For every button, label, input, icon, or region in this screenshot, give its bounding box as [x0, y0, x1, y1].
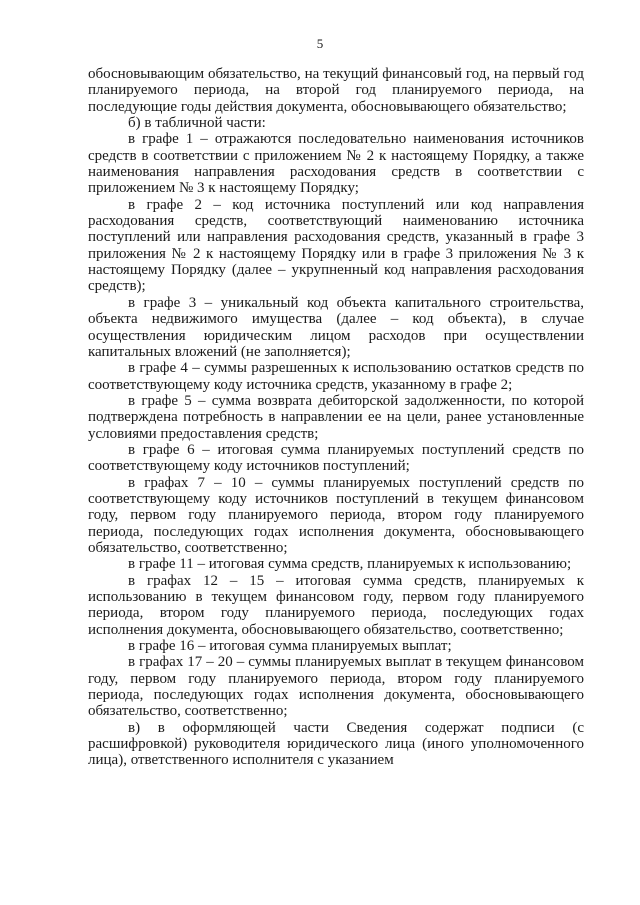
paragraph-column-16: в графе 16 – итоговая сумма планируемых выплат; — [128, 638, 452, 655]
paragraph-signing-part: в) в оформляющей части Сведения содержат подписи (с расшифровкой) руководителя юридического лица (иного уполномоченного лица), ответственного исполнителя с указанием — [88, 719, 584, 769]
paragraph-column-3: в графе 3 – уникальный код объекта капитального строительства, объекта недвижимого имущества (далее – код объекта), в случае осуществления юридическим лицом расходов при осуществлении капитальных вложений (не заполняется); — [88, 294, 584, 360]
paragraph-columns-12-15: в графах 12 – 15 – итоговая сумма средств, планируемых к использованию в текущем финансовом году, первом году планируемого периода, втором году планируемого периода, последующих годах исполнения документа, обосновывающего обязательство, соответственно; — [88, 572, 584, 638]
paragraph-columns-17-20: в графах 17 – 20 – суммы планируемых выплат в текущем финансовом году, первом году планируемого периода, втором году планируемого периода, последующих годах исполнения документа, обосновывающего обязательство, соответственно; — [88, 654, 584, 720]
paragraph-column-6: в графе 6 – итоговая сумма планируемых поступлений средств по соответствующему коду источников поступлений; — [88, 441, 584, 475]
page-number: 5 — [316, 36, 324, 51]
paragraph-columns-7-10: в графах 7 – 10 – суммы планируемых поступлений средств по соответствующему коду источников поступлений в текущем финансовом году, первом году планируемого периода, втором году планируемого периода, последующих годах исполнения документа, обосновывающего обязательство, соответственно; — [88, 474, 584, 556]
paragraph-column-5: в графе 5 – сумма возврата дебиторской задолженности, по которой подтверждена потребность в направлении ее на цели, ранее установленные условиями предоставления средств; — [88, 392, 584, 442]
paragraph-column-1: в графе 1 – отражаются последовательно наименования источников средств в соответствии с приложением № 2 к настоящему Порядку, а также наименования направления расходования средств в соответствии с приложением № 3 к настоящему Порядку; — [88, 131, 584, 197]
document-body — [88, 66, 584, 769]
paragraph-column-4: в графе 4 – суммы разрешенных к использованию остатков средств по соответствующему коду источника средств, указанному в графе 2; — [88, 360, 584, 393]
paragraph-continuation: обосновывающим обязательство, на текущий финансовый год, на первый год планируемого периода, на второй год планируемого периода, на последующие годы действия документа, обосновывающего обязательство; — [88, 66, 584, 115]
paragraph-column-2: в графе 2 – код источника поступлений или код направления расходования средств, соответствующий наименованию источника поступлений или направления расходования средств, указанный в графе 3 приложения № 2 к настоящему Порядку или в графе 3 приложения № 3 к настоящему Порядку (далее – укрупненный код направления расходования средств); — [88, 196, 584, 295]
paragraph-table-part-heading: б) в табличной части: — [128, 115, 266, 132]
paragraph-column-11: в графе 11 – итоговая сумма средств, планируемых к использованию; — [128, 556, 572, 573]
